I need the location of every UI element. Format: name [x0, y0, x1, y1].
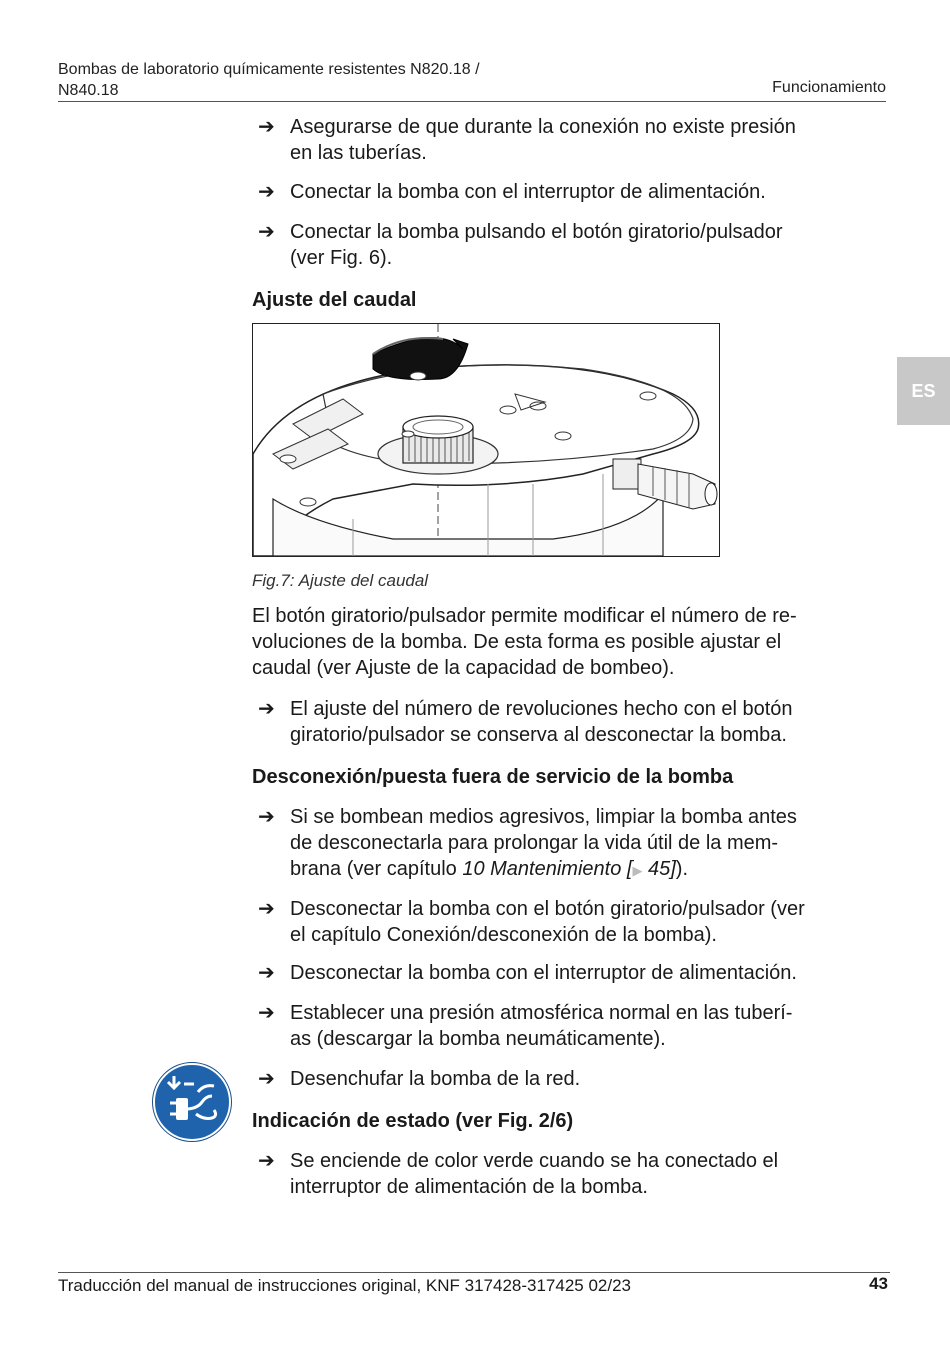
figure-pump-knob	[252, 323, 720, 557]
heading-ajuste: Ajuste del caudal	[252, 289, 417, 311]
step-item: ➔ Se enciende de color verde cuando se ha conectado el interruptor de alimentación de la bomba.	[258, 1150, 779, 1198]
step-item: ➔ Conectar la bomba con el interruptor de alimentación.	[258, 181, 766, 203]
footer-rule	[58, 1272, 890, 1273]
page-ref-triangle-icon: ▶	[632, 863, 643, 878]
step-item: ➔ Desconectar la bomba con el botón giratorio/pulsador (ver el capítulo Conexión/desconexión de la bomba).	[258, 898, 805, 946]
header-section: Funcionamiento	[772, 79, 886, 96]
language-tab: ES	[897, 357, 950, 425]
step-item: ➔ Establecer una presión atmosférica normal en las tuberí- as (descargar la bomba neumáticamente).	[258, 1002, 793, 1050]
paragraph-boton: El botón giratorio/pulsador permite modificar el número de re- voluciones de la bomba. De esta forma es posible ajustar el caudal (ver Ajuste de la capacidad de bombeo).	[252, 605, 797, 679]
arrow-right-icon: ➔	[258, 116, 275, 138]
header-title-line1: Bombas de laboratorio químicamente resistentes N820.18 /	[58, 61, 480, 78]
step-item: ➔ Desenchufar la bomba de la red.	[258, 1068, 581, 1090]
arrow-right-icon: ➔	[258, 962, 275, 984]
arrow-right-icon: ➔	[258, 1150, 275, 1172]
header-title-line2: N840.18	[58, 82, 119, 99]
step-item: ➔ El ajuste del número de revoluciones hecho con el botón giratorio/pulsador se conserva al desconectar la bomba.	[258, 698, 793, 746]
arrow-right-icon: ➔	[258, 898, 275, 920]
arrow-right-icon: ➔	[258, 221, 275, 243]
arrow-right-icon: ➔	[258, 698, 275, 720]
unplug-mandatory-icon	[152, 1062, 232, 1142]
step-item: ➔ Desconectar la bomba con el interruptor de alimentación.	[258, 962, 797, 984]
heading-indicacion: Indicación de estado (ver Fig. 2/6)	[252, 1110, 574, 1132]
footer-text: Traducción del manual de instrucciones original, KNF 317428-317425 02/23	[58, 1276, 632, 1295]
step-item: ➔ Asegurarse de que durante la conexión no existe presión en las tuberías.	[258, 116, 796, 164]
step-item: ➔ Conectar la bomba pulsando el botón giratorio/pulsador (ver Fig. 6).	[258, 221, 783, 269]
arrow-right-icon: ➔	[258, 181, 275, 203]
chapter-link[interactable]: 10 Mantenimiento [▶ 45]	[462, 858, 676, 880]
page-number: 43	[869, 1274, 888, 1293]
arrow-right-icon: ➔	[258, 1002, 275, 1024]
step-item: ➔ Si se bombean medios agresivos, limpiar la bomba antes de desconectarla para prolongar la vida útil de la mem- brana (ver capítulo 10 Mantenimiento [▶ 45]).	[258, 806, 797, 880]
arrow-right-icon: ➔	[258, 806, 275, 828]
header-rule	[58, 101, 886, 102]
pump-illustration	[253, 324, 719, 556]
figure-caption: Fig.7: Ajuste del caudal	[252, 571, 429, 590]
arrow-right-icon: ➔	[258, 1068, 275, 1090]
heading-desconexion: Desconexión/puesta fuera de servicio de la bomba	[252, 766, 734, 788]
